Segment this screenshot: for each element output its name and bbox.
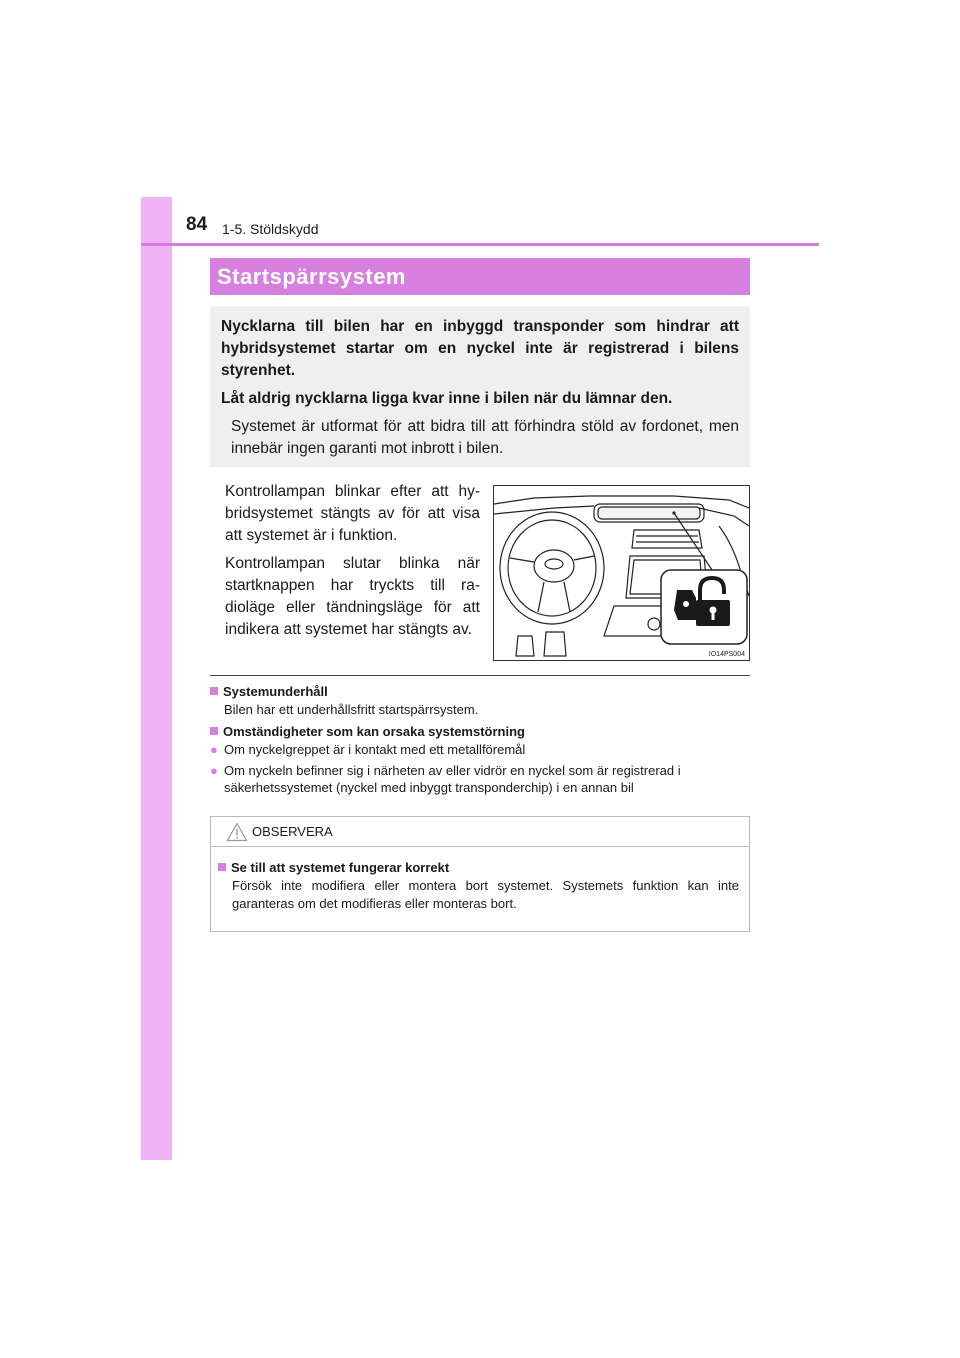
page-title: Startspärrsystem <box>210 258 750 295</box>
body-text <box>225 481 480 647</box>
dashboard-illustration <box>493 485 750 661</box>
note-heading-1: Systemunderhåll <box>210 683 755 701</box>
dashboard-drawing <box>494 486 749 660</box>
list-item: ● Om nyckeln befinner sig i närheten av eller vidrör en nyckel som är registrerad i säkerhetssystemet (nyckel med inbyggt transponderchip) i en annan bil <box>210 763 681 795</box>
body-paragraph-1: Kontrollampan blinkar efter att hy-bridsystemet stängts av för att visa att systemet är i funktion. <box>225 483 480 544</box>
caution-heading: Se till att systemet fungerar korrekt <box>218 859 739 877</box>
lock-indicator-icon <box>661 570 747 644</box>
square-bullet-icon <box>210 687 218 695</box>
circle-bullet-icon: ● <box>210 763 218 778</box>
caution-box <box>210 816 750 932</box>
body-paragraph-2: Kontrollampan slutar blinka när startknappen har tryckts till ra-dioläge eller tändningsläge för att indikera att systemet har stängts av. <box>225 555 480 638</box>
figure-code: IO14PS004 <box>708 651 745 658</box>
notes-section <box>210 683 755 800</box>
section-label: 1-5. Stöldskydd <box>222 221 319 237</box>
intro-normal: Systemet är utformat för att bidra till att förhindra stöld av fordonet, men innebär ingen garanti mot inbrott i bilen. <box>231 418 739 457</box>
note-heading-2: Omständigheter som kan orsaka systemstörning <box>210 723 755 741</box>
warning-triangle-icon <box>226 822 248 842</box>
side-band <box>141 197 172 1160</box>
caution-body <box>211 847 749 913</box>
page-number: 84 <box>186 214 208 235</box>
caution-header <box>211 817 749 847</box>
intro-bold-2: Låt aldrig nycklarna ligga kvar inne i bilen när du lämnar den. <box>221 390 673 407</box>
list-item: ● Om nyckelgreppet är i kontakt med ett metallföremål <box>210 742 526 757</box>
intro-box <box>210 306 750 467</box>
square-bullet-icon <box>210 727 218 735</box>
header-rule <box>141 243 819 246</box>
caution-label: OBSERVERA <box>252 824 333 839</box>
caution-text: Försök inte modifiera eller montera bort systemet. Systemets funktion kan inte garanteras om det modifieras eller monteras bort. <box>232 878 739 911</box>
intro-bold-1: Nycklarna till bilen har en inbyggd transponder som hindrar att hybridsystemet startar om en nyckel inte är registrerad i bilens styrenhet. <box>221 318 739 379</box>
note-text-1: Bilen har ett underhållsfritt startspärrsystem. <box>224 702 479 717</box>
square-bullet-icon <box>218 863 226 871</box>
circle-bullet-icon: ● <box>210 742 218 757</box>
section-divider <box>210 675 750 676</box>
